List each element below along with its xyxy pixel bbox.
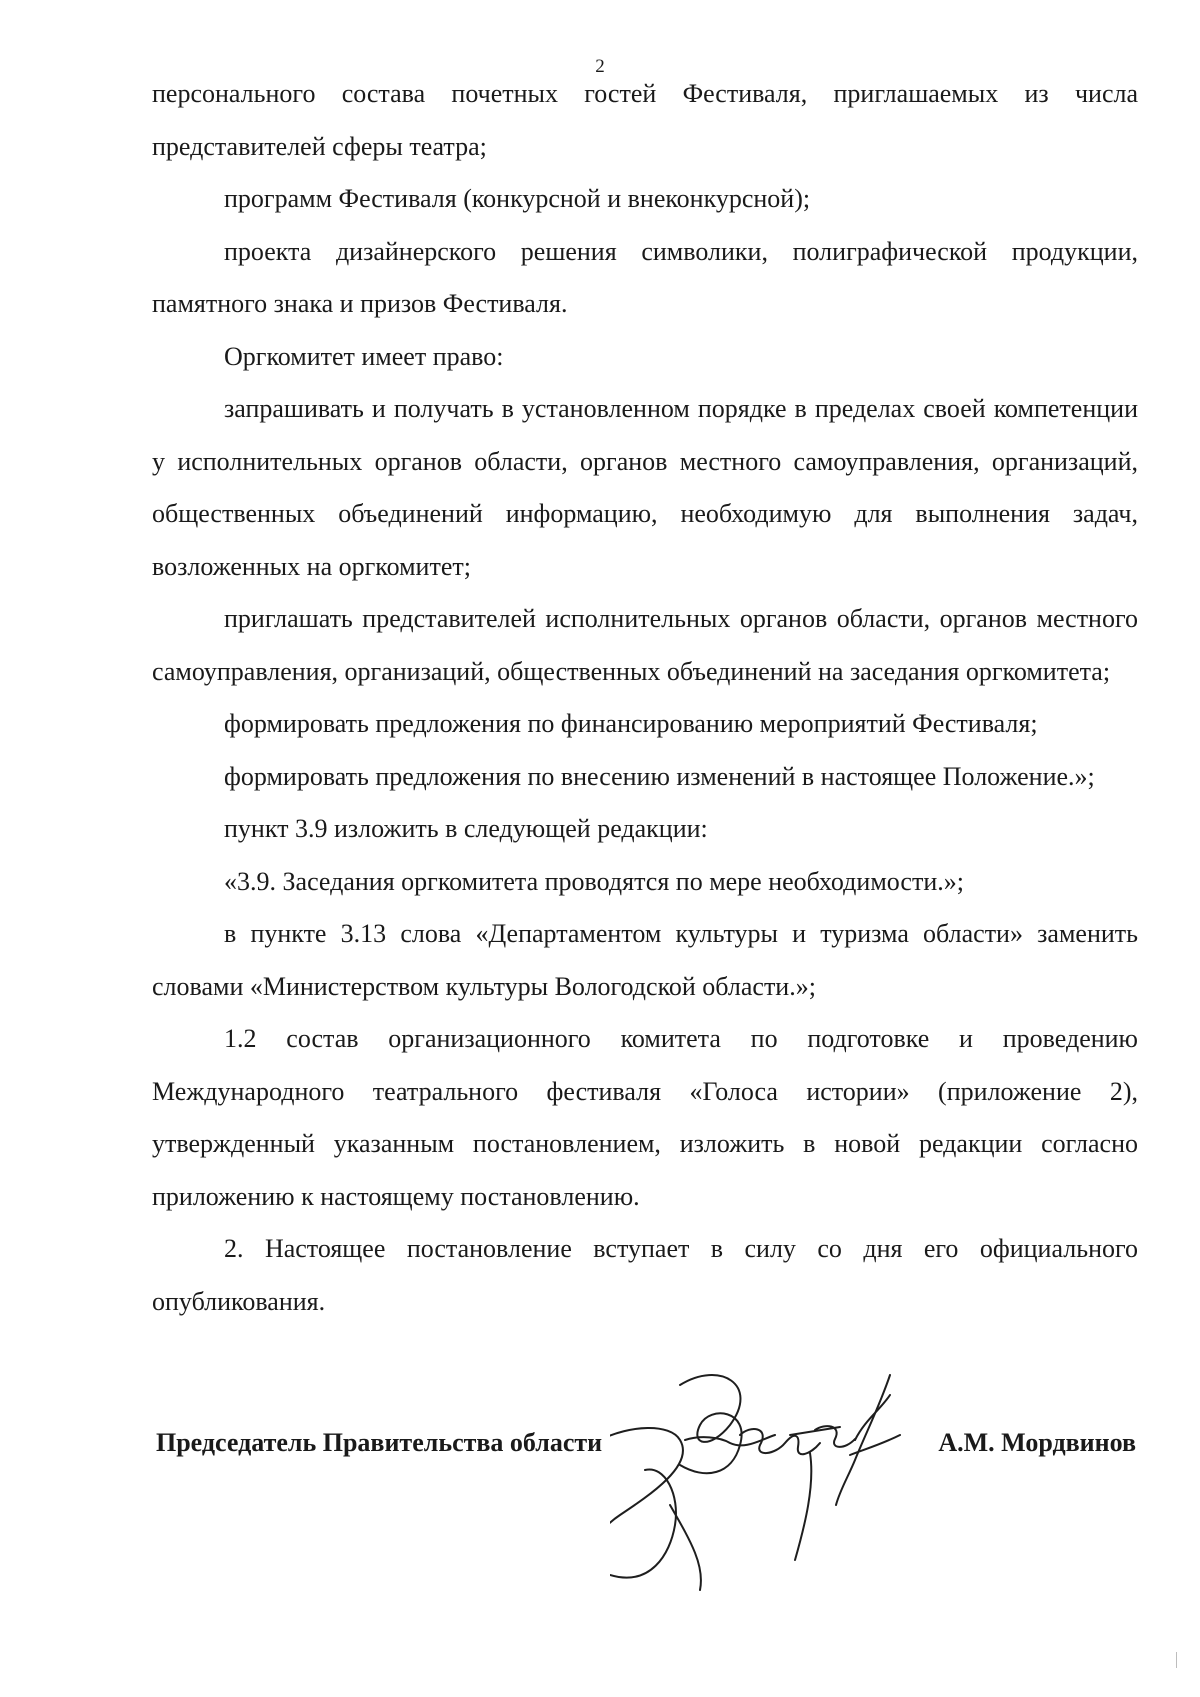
paragraph-11: в пункте 3.13 слова «Департаментом культуры и туризма области» заменить словами «Министерством культуры Вологодской области.»; bbox=[152, 919, 1138, 1001]
paragraph-4: Оргкомитет имеет право: bbox=[224, 341, 504, 371]
paragraph-5: запрашивать и получать в установленном порядке в пределах своей компетенции у исполнительных органов области, органов местного самоуправления, организаций, общественных объединений информацию, необходимую для выполнения задач, возложенных на оргкомитет; bbox=[152, 394, 1138, 581]
paragraph-9: пункт 3.9 изложить в следующей редакции: bbox=[224, 814, 708, 843]
paragraph-3: проекта дизайнерского решения символики, полиграфической продукции, памятного знака и призов Фестиваля. bbox=[152, 236, 1138, 318]
paragraph-10: «3.9. Заседания оргкомитета проводятся по мере необходимости.»; bbox=[224, 866, 964, 896]
document-body bbox=[152, 68, 1138, 1328]
signer-title: Председатель Правительства области bbox=[156, 1428, 603, 1457]
signer-name: А.М. Мордвинов bbox=[938, 1428, 1136, 1457]
handwritten-signature bbox=[610, 1365, 950, 1595]
paragraph-6: приглашать представителей исполнительных органов области, органов местного самоуправления, организаций, общественных объединений на заседания оргкомитета; bbox=[152, 604, 1138, 686]
paragraph-13: 2. Настоящее постановление вступает в силу со дня его официального опубликования. bbox=[152, 1234, 1138, 1316]
page-number: 2 bbox=[595, 56, 605, 77]
paragraph-8: формировать предложения по внесению изменений в настоящее Положение.»; bbox=[224, 761, 1095, 791]
paragraph-1: персонального состава почетных гостей Фестиваля, приглашаемых из числа представителей сферы театра; bbox=[152, 79, 1138, 161]
scan-artifact bbox=[1176, 1652, 1177, 1668]
paragraph-2: программ Фестиваля (конкурсной и внеконкурсной); bbox=[224, 184, 811, 213]
paragraph-12: 1.2 состав организационного комитета по подготовке и проведению Международного театрального фестиваля «Голоса истории» (приложение 2), утвержденный указанным постановлением, изложить в новой редакции согласно приложению к настоящему постановлению. bbox=[152, 1024, 1138, 1211]
paragraph-7: формировать предложения по финансированию мероприятий Фестиваля; bbox=[224, 709, 1038, 738]
